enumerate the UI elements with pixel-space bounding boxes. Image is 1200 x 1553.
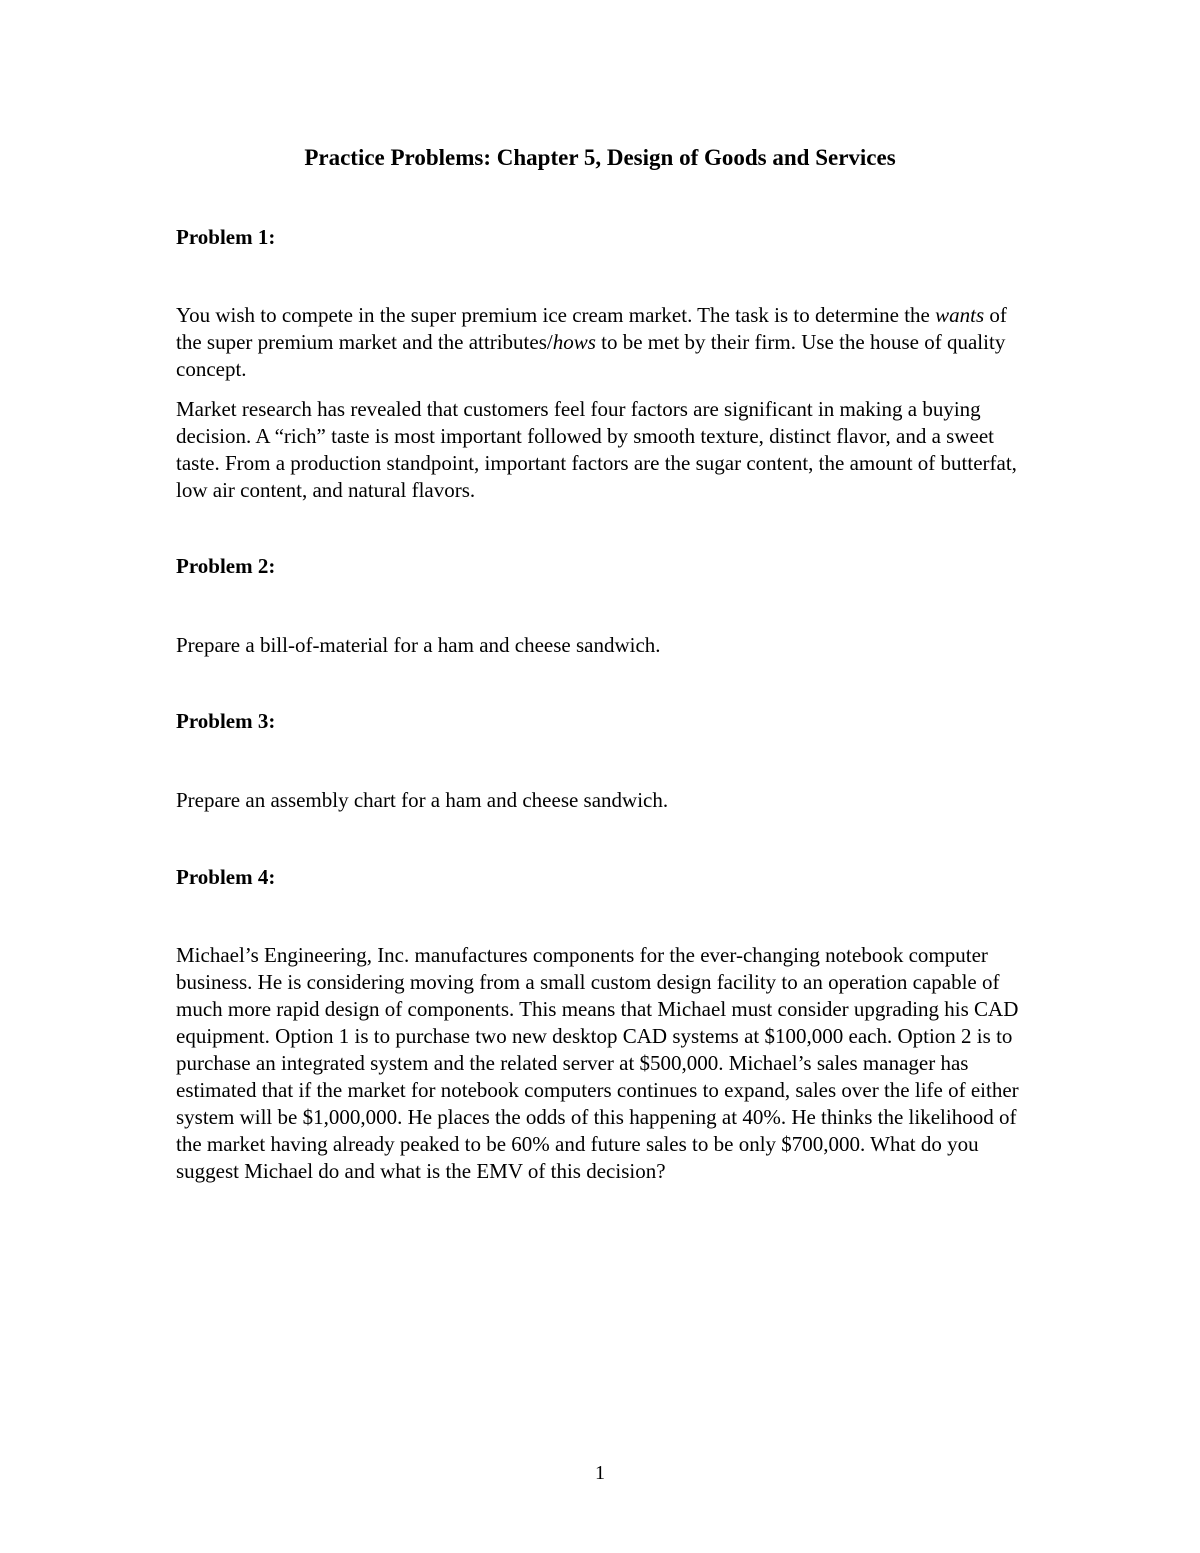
problem-3-text: Prepare an assembly chart for a ham and cheese sandwich. [176, 788, 669, 812]
problem-4-paragraph [176, 942, 1036, 1185]
problem-4-heading [176, 864, 1036, 891]
problem-1-text-c: to be met by their firm. Use the house of quality concept. [176, 330, 1006, 381]
problem-1-heading [176, 224, 1036, 251]
page-number: 1 [595, 1462, 605, 1484]
hows-emphasis: hows [552, 330, 596, 354]
problem-3-heading [176, 708, 1036, 735]
problem-1-text-b: of the super premium market and the attributes/ [176, 303, 1007, 354]
problem-1-market-research: Market research has revealed that customers feel four factors are significant in making a buying decision. A “rich” taste is most important followed by smooth texture, distinct flavor, and a sweet taste. From a production standpoint, important factors are the sugar content, the amount of butterfat, low air content, and natural flavors. [176, 397, 1017, 502]
wants-emphasis: wants [935, 303, 985, 327]
problem-heading: Problem 3: [176, 709, 276, 733]
problem-heading: Problem 1: [176, 225, 276, 249]
problem-heading: Problem 2: [176, 554, 276, 578]
problem-1-text-a: You wish to compete in the super premium ice cream market. The task is to determine the [176, 303, 936, 327]
problem-3-paragraph [176, 787, 1036, 814]
problem-4-text: Michael’s Engineering, Inc. manufactures components for the ever-changing notebook computer business. He is considering moving from a small custom design facility to an operation capable of much more rapid design of components. This means that Michael must consider upgrading his CAD equipment. Option 1 is to purchase two new desktop CAD systems at $100,000 each. Option 2 is to purchase an integrated system and the related server at $500,000. Michael’s sales manager has estimated that if the market for notebook computers continues to expand, sales over the life of either system will be $1,000,000. He places the odds of this happening at 40%. He thinks the likelihood of the market having already peaked to be 60% and future sales to be only $700,000. What do you suggest Michael do and what is the EMV of this decision? [176, 943, 1019, 1183]
page-title: Practice Problems: Chapter 5, Design of Goods and Services [304, 145, 896, 170]
problem-1-paragraph-1 [176, 302, 1036, 383]
problem-2-text: Prepare a bill-of-material for a ham and cheese sandwich. [176, 633, 661, 657]
problem-2-paragraph [176, 632, 1036, 659]
problem-1-paragraph-2 [176, 396, 1036, 504]
problem-2-heading [176, 553, 1036, 580]
problem-heading: Problem 4: [176, 865, 276, 889]
